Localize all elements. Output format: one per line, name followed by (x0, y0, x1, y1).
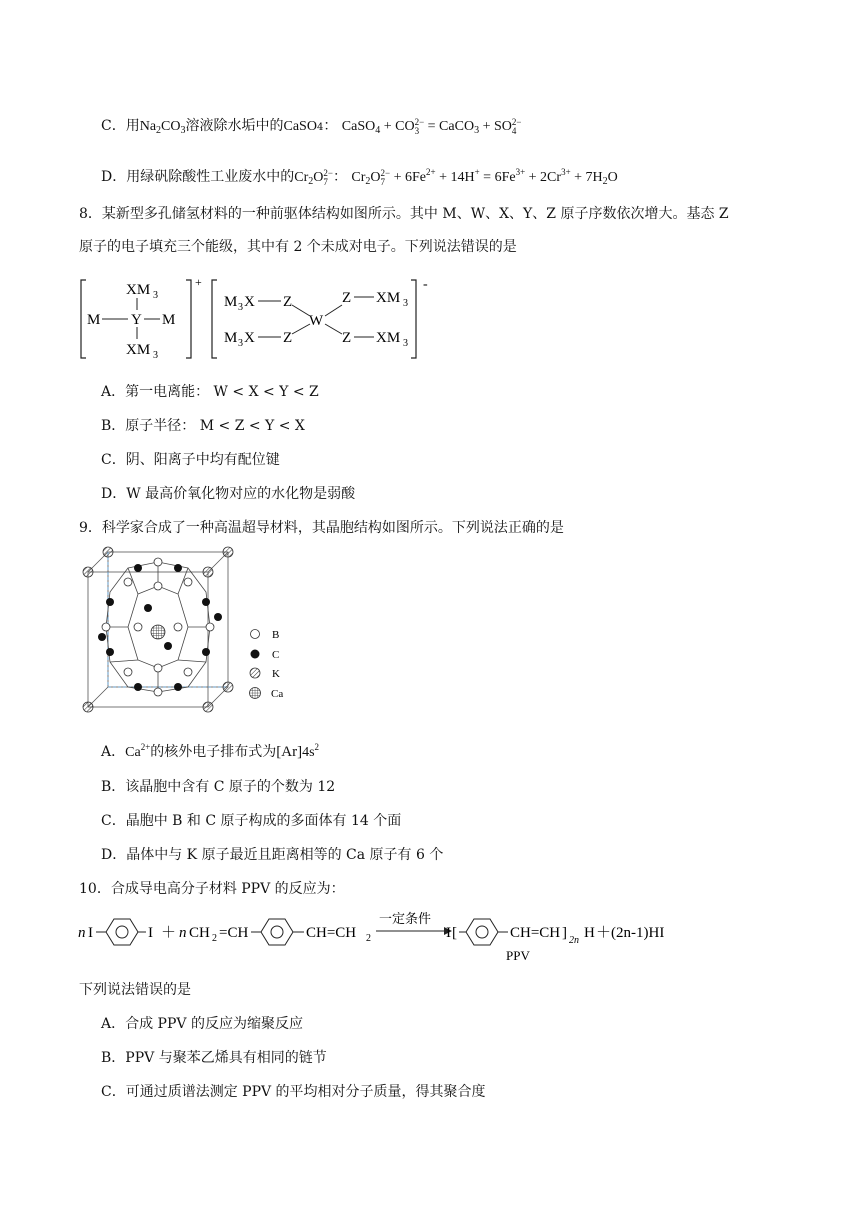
svg-text:K: K (272, 668, 280, 680)
q9-crystal-figure (78, 542, 298, 717)
svg-text:Y: Y (131, 312, 142, 328)
q8-option-a: A．第一电离能： W < X < Y < Z (101, 384, 319, 400)
q8-stem-line1: 8．某新型多孔储氢材料的一种前驱体结构如图所示。其中 M、W、X、Y、Z 原子序数依次增大。基态 Z (79, 206, 729, 222)
q9-option-b: B．该晶胞中含有 C 原子的个数为 12 (101, 779, 336, 795)
svg-text:XM: XM (126, 282, 151, 298)
svg-text:Ca: Ca (271, 688, 284, 700)
svg-text:B: B (272, 629, 280, 641)
svg-text:XM: XM (126, 342, 151, 358)
q10-option-a: A．合成 PPV 的反应为缩聚反应 (101, 1016, 303, 1032)
q8-structure-figure (78, 274, 438, 364)
svg-text:H: H (584, 925, 595, 941)
svg-text:M: M (224, 294, 238, 310)
svg-text:CH=CH: CH=CH (306, 925, 357, 941)
q7-option-c: C．用$Na_2CO_3$溶液除水垢中的CaSO4： CaSO$_4$ + CO 2− 3 = CaCO$_3$ + SO 2− 4 (101, 116, 522, 136)
svg-text:CH=CH: CH=CH (510, 925, 561, 941)
svg-text:Z: Z (342, 290, 352, 306)
svg-text:＋: ＋ (161, 925, 177, 941)
q10-reaction-figure (76, 905, 696, 965)
q9-option-d: D．晶体中与 K 原子最近且距离相等的 Ca 原子有 6 个 (101, 847, 444, 863)
q8-option-d: D．W 最高价氧化物对应的水化物是弱酸 (101, 486, 356, 502)
q9-option-c: C．晶胞中 B 和 C 原子构成的多面体有 14 个面 (101, 813, 402, 829)
svg-text:W: W (309, 313, 324, 329)
q10-after: 下列说法错误的是 (79, 982, 191, 998)
q10-option-c: C．可通过质谱法测定 PPV 的平均相对分子质量，得其聚合度 (101, 1084, 486, 1100)
svg-text:3: 3 (153, 350, 158, 361)
q10-option-b: B．PPV 与聚苯乙烯具有相同的链节 (101, 1050, 327, 1066)
anion-charge: - (423, 277, 428, 292)
cation-charge: + (195, 275, 202, 289)
svg-text:I: I (88, 925, 93, 941)
svg-text:M: M (87, 312, 101, 328)
svg-text:n: n (179, 925, 187, 941)
svg-text:XM: XM (376, 330, 401, 346)
q7-option-d: D．用绿矾除酸性工业废水中的$Cr_2O$ 2− 7 ： $Cr_2O$ 2− 7 + $6Fe^{2+} + 14H^+ = 6Fe^{3+} + 2Cr^{3+} + 7H_2O$ (101, 167, 618, 187)
q8-option-c: C．阴、阳离子中均有配位键 (101, 452, 280, 468)
svg-text:CH: CH (189, 925, 210, 941)
ppv-label: PPV (506, 948, 530, 963)
q10-stem: 10．合成导电高分子材料 PPV 的反应为： (79, 881, 345, 897)
reaction-condition: 一定条件 (379, 911, 432, 926)
q9-option-a: A．$Ca^{2+}$的核外电子排布式为$[Ar]4s^2$ (101, 742, 320, 760)
svg-text:3: 3 (153, 290, 158, 301)
svg-text:2: 2 (366, 933, 371, 944)
svg-text:X: X (244, 330, 255, 346)
svg-text:I: I (446, 925, 451, 941)
svg-text:3: 3 (403, 338, 408, 349)
svg-text:2: 2 (212, 933, 217, 944)
svg-text:Z: Z (283, 294, 293, 310)
svg-text:3: 3 (403, 298, 408, 309)
svg-text:n: n (78, 925, 86, 941)
svg-text:2n: 2n (569, 935, 579, 946)
svg-text:XM: XM (376, 290, 401, 306)
svg-text:3: 3 (238, 302, 243, 313)
svg-text:M: M (162, 312, 176, 328)
q9-stem: 9．科学家合成了一种高温超导材料，其晶胞结构如图所示。下列说法正确的是 (79, 520, 564, 536)
svg-text:X: X (244, 294, 255, 310)
svg-text:3: 3 (238, 338, 243, 349)
q8-option-b: B．原子半径： M < Z < Y < X (101, 418, 305, 434)
svg-text:＋(2n-1)HI: ＋(2n-1)HI (596, 925, 665, 941)
svg-text:Z: Z (342, 330, 352, 346)
svg-text:=CH: =CH (219, 925, 249, 941)
svg-text:I: I (148, 925, 153, 941)
svg-text:C: C (272, 649, 280, 661)
svg-text:Z: Z (283, 330, 293, 346)
q8-stem-line2: 原子的电子填充三个能级，其中有 2 个未成对电子。下列说法错误的是 (79, 239, 517, 255)
svg-text:[: [ (452, 925, 457, 941)
svg-text:M: M (224, 330, 238, 346)
svg-text:]: ] (562, 925, 567, 941)
